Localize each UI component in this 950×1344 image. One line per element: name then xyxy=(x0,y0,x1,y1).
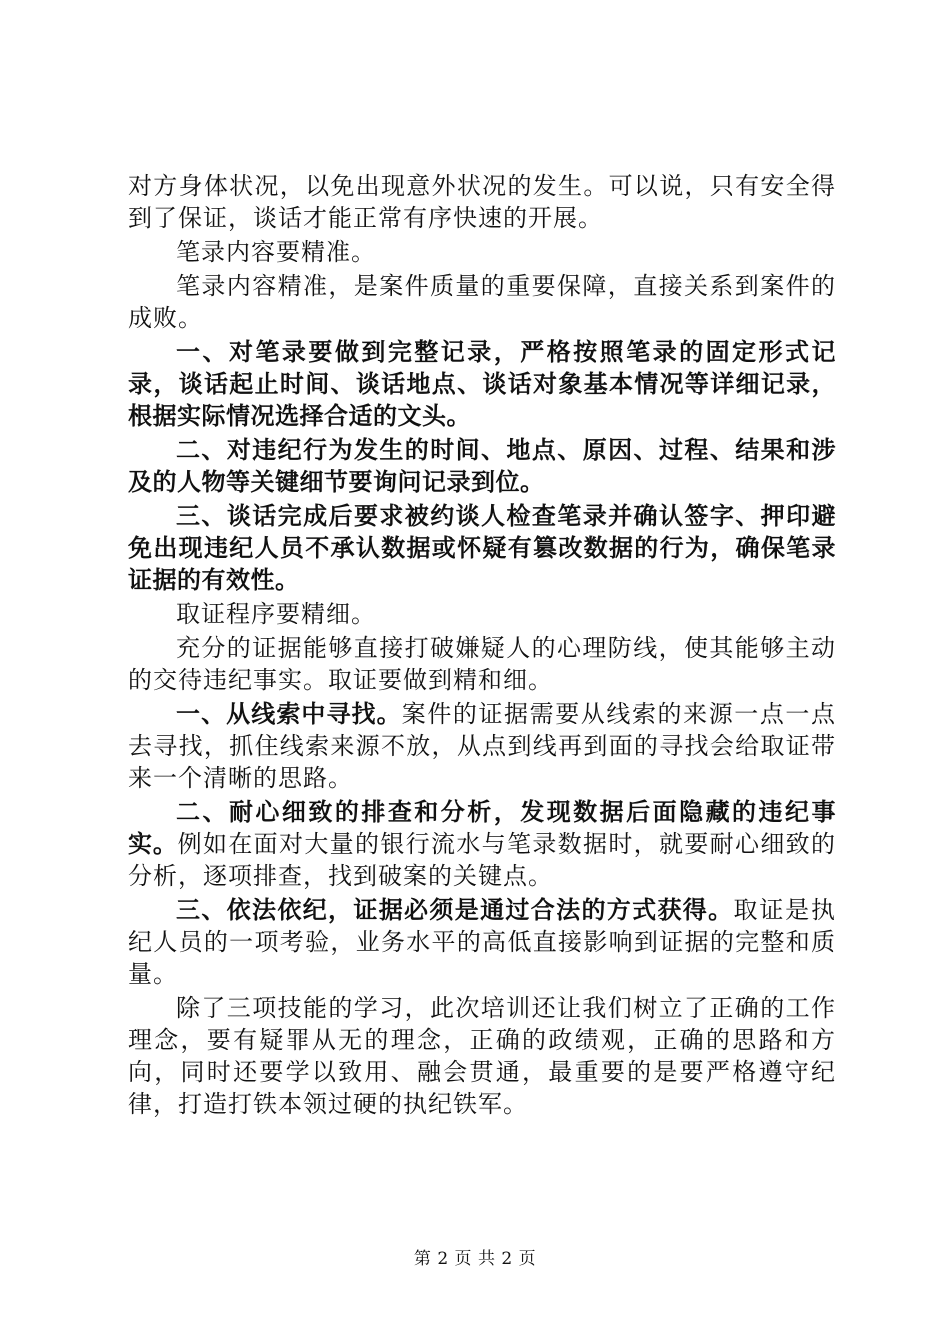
evidence-point-3-lead: 三、依法依纪，证据必须是通过合法的方式获得。 xyxy=(176,896,734,924)
paragraph-record-point-3: 三、谈话完成后要求被约谈人检查笔录并确认签字、押印避免出现违纪人员不承认数据或怀疑有篡改数据的行为，确保笔录证据的有效性。 xyxy=(128,502,836,594)
document-body xyxy=(128,170,836,1122)
paragraph-conclusion: 除了三项技能的学习，此次培训还让我们树立了正确的工作理念，要有疑罪从无的理念，正确的政绩观，正确的思路和方向，同时还要学以致用、融会贯通，最重要的是要严格遵守纪律，打造打铁本领过硬的执纪铁军。 xyxy=(128,994,836,1118)
paragraph-continuation: 对方身体状况，以免出现意外状况的发生。可以说，只有安全得到了保证，谈话才能正常有序快速的开展。 xyxy=(128,172,836,232)
evidence-point-1-lead: 一、从线索中寻找。 xyxy=(176,700,402,728)
evidence-point-3-text: 取证是执纪人员的一项考验，业务水平的高低直接影响到证据的完整和质量。 xyxy=(128,896,837,988)
paragraph-evidence-point-3 xyxy=(128,894,836,990)
paragraph-record-point-1: 一、对笔录要做到完整记录，严格按照笔录的固定形式记录，谈话起止时间、谈话地点、谈话对象基本情况等详细记录，根据实际情况选择合适的文头。 xyxy=(128,338,836,430)
paragraph-evidence-point-2 xyxy=(128,796,836,892)
section-title-record: 笔录内容要精准。 xyxy=(176,238,376,266)
paragraph-evidence-point-1 xyxy=(128,698,836,794)
section-title-evidence: 取证程序要精细。 xyxy=(176,600,376,628)
evidence-point-2-lead: 二、耐心细致的排查和分析，发现数据后面隐藏的违纪事实。 xyxy=(128,798,836,858)
paragraph-record-point-2: 二、对违纪行为发生的时间、地点、原因、过程、结果和涉及的人物等关键细节要询问记录到位。 xyxy=(128,436,836,496)
paragraph-evidence-intro: 充分的证据能够直接打破嫌疑人的心理防线，使其能够主动的交待违纪事实。取证要做到精和细。 xyxy=(128,634,836,694)
paragraph-record-intro: 笔录内容精准，是案件质量的重要保障，直接关系到案件的成败。 xyxy=(128,272,836,332)
evidence-point-2-text: 例如在面对大量的银行流水与笔录数据时，就要耐心细致的分析，逐项排查，找到破案的关键点。 xyxy=(128,830,837,890)
page-number-footer: 第 2 页 共 2 页 xyxy=(413,1249,537,1269)
evidence-point-1-text: 案件的证据需要从线索的来源一点一点去寻找，抓住线索来源不放，从点到线再到面的寻找会给取证带来一个清晰的思路。 xyxy=(128,700,837,792)
